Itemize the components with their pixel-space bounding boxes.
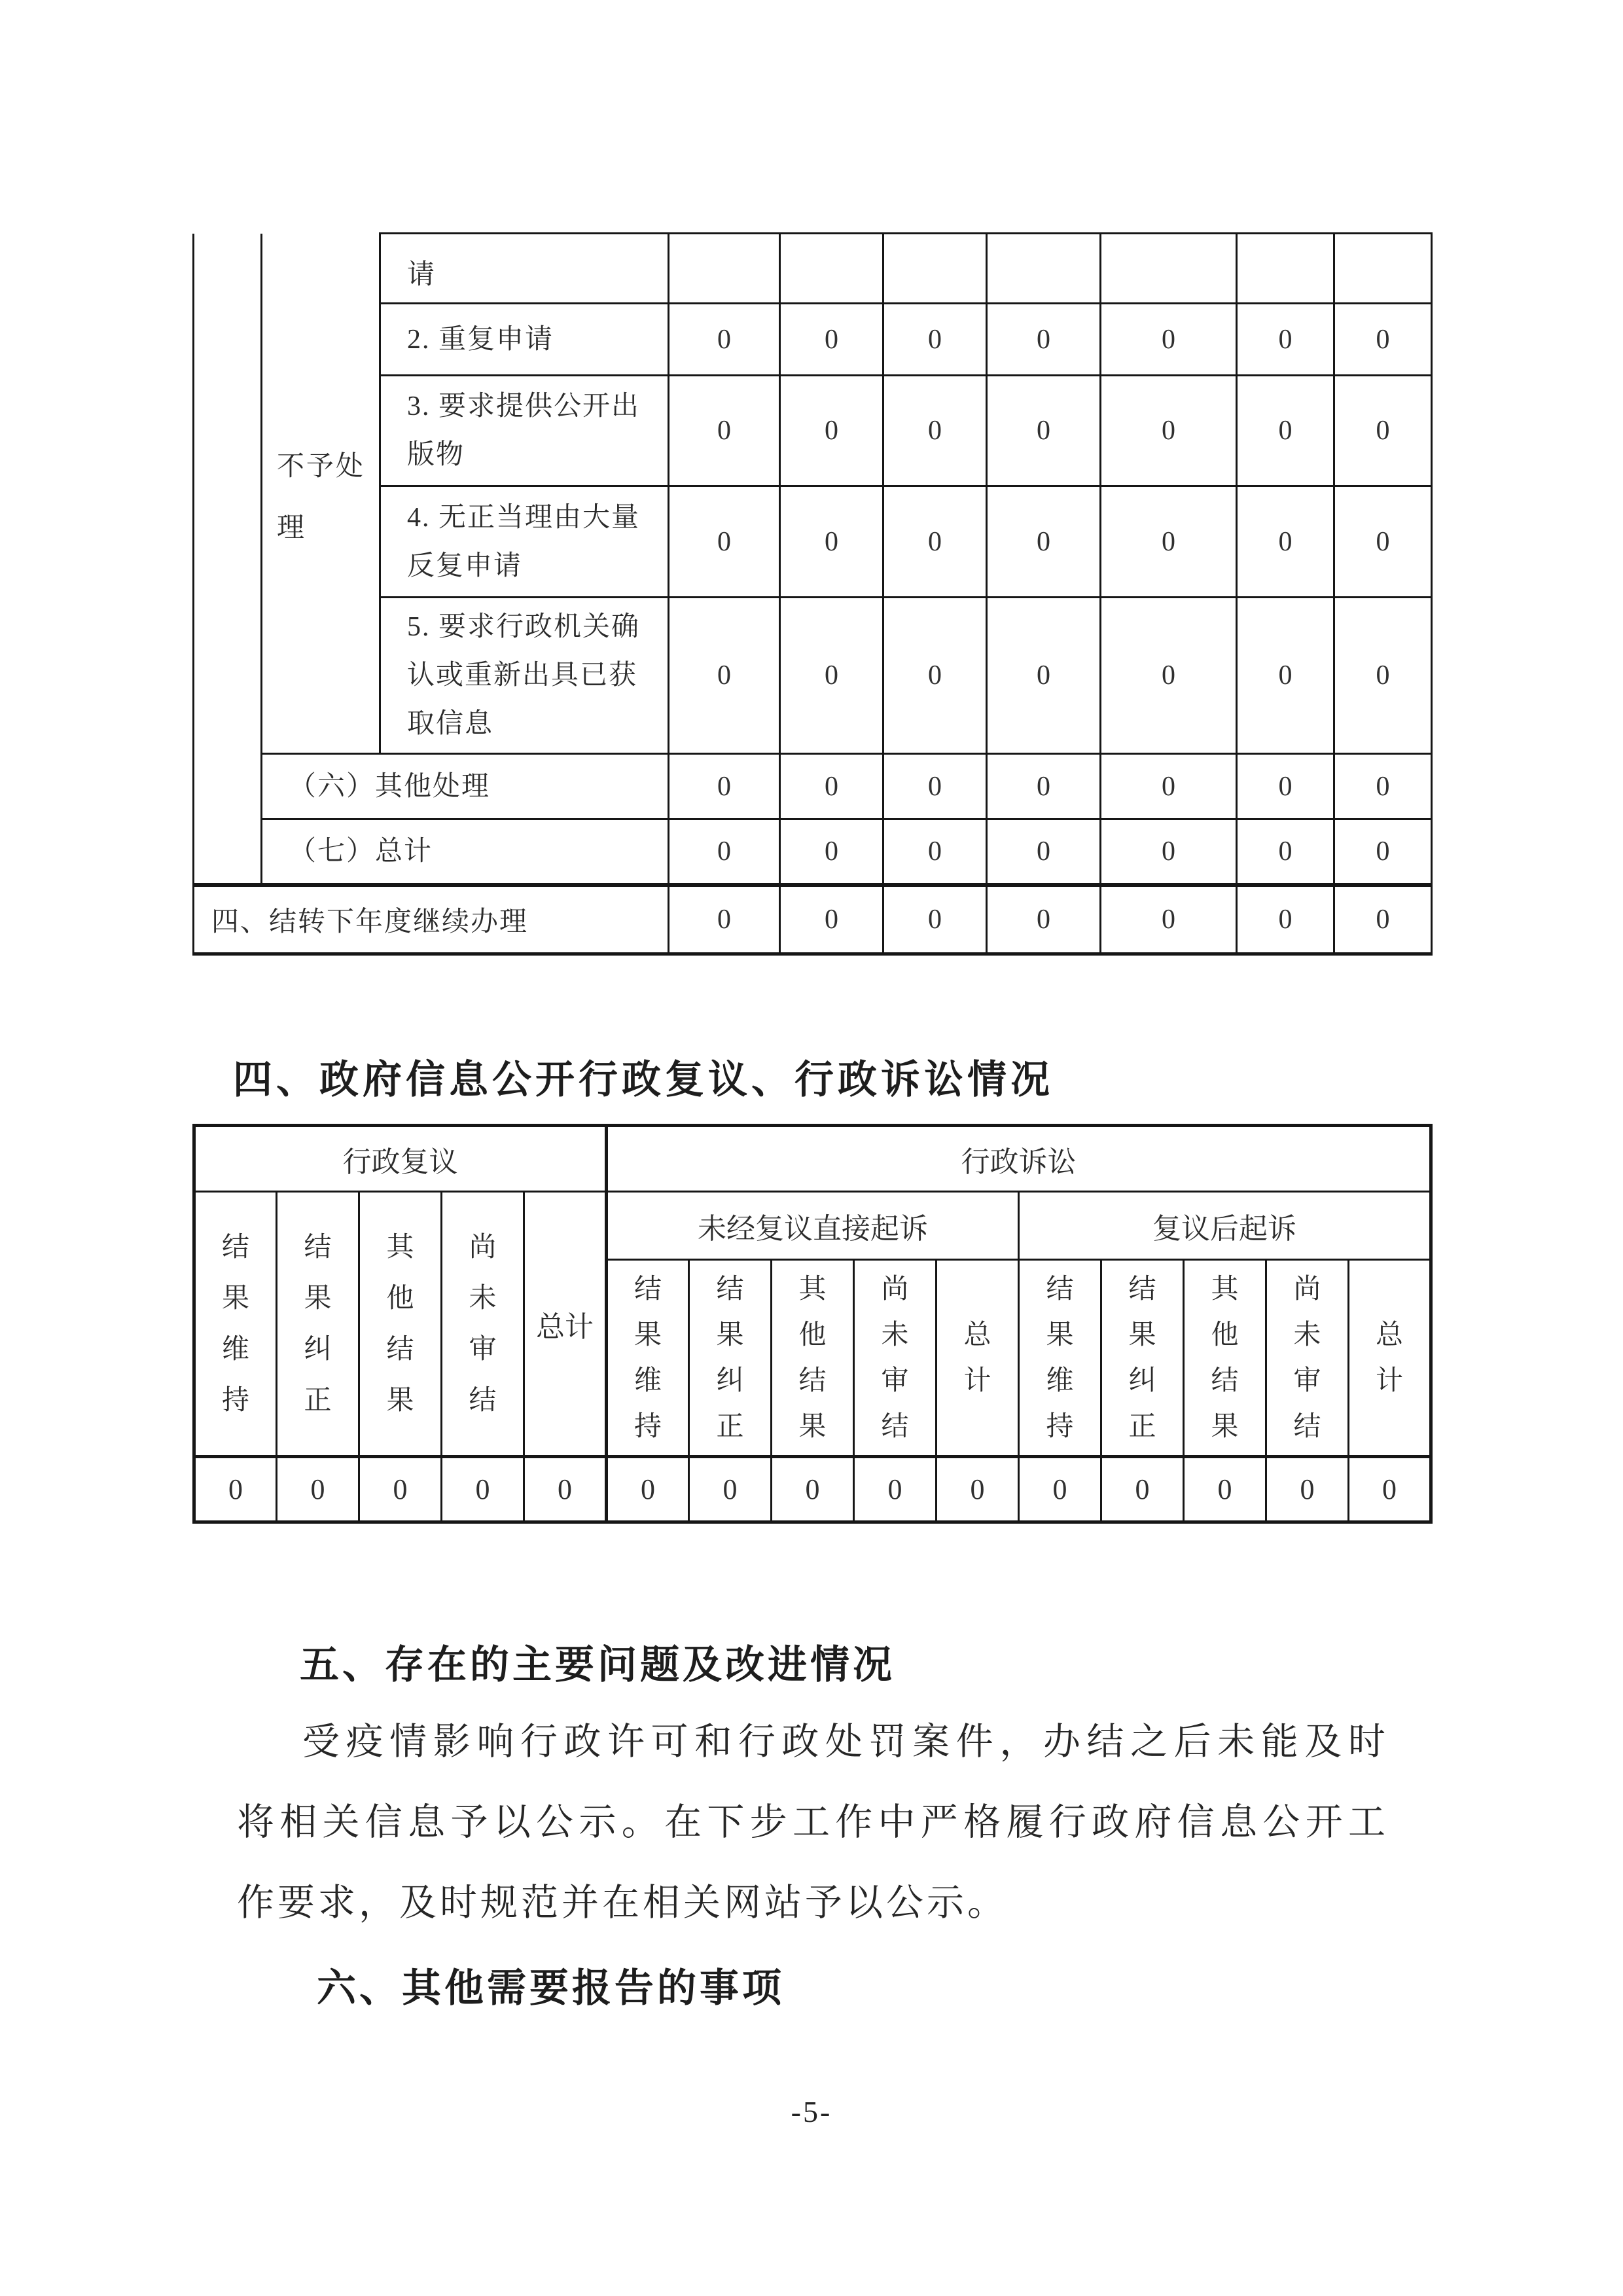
after-review-suit-header-cell: 复议后起诉 <box>1019 1192 1431 1260</box>
row-label-cell: 3. 要求提供公开出版物 <box>380 376 669 486</box>
value-cell: 0 <box>780 376 883 486</box>
paragraph-line: 将相关信息予以公示。在下步工作中严格履行政府信息公开工 <box>237 1802 1386 1843</box>
value-cell: 0 <box>1334 885 1432 954</box>
value-cell: 0 <box>1101 754 1237 819</box>
result-header-label: 尚未审结 <box>881 1274 909 1442</box>
section-six-heading: 六、其他需要报告的事项 <box>317 1966 785 2010</box>
value-cell <box>1237 234 1334 304</box>
result-header-label: 其他结果 <box>798 1274 827 1442</box>
value-cell: 0 <box>987 754 1101 819</box>
value-cell: 0 <box>359 1457 442 1522</box>
value-cell: 0 <box>1349 1457 1431 1522</box>
result-header-label: 其他结果 <box>386 1232 414 1416</box>
value-cell: 0 <box>780 304 883 376</box>
value-cell: 0 <box>780 486 883 598</box>
spacer-cell <box>194 234 262 885</box>
value-cell: 0 <box>669 304 780 376</box>
value-cell: 0 <box>883 754 987 819</box>
result-header-cell <box>442 1192 524 1457</box>
value-cell: 0 <box>883 376 987 486</box>
value-cell: 0 <box>987 598 1101 754</box>
table-row <box>194 754 1432 819</box>
row-label-cell: 请 <box>380 234 669 304</box>
result-header-cell <box>689 1260 772 1457</box>
value-cell: 0 <box>1019 1457 1101 1522</box>
result-header-cell <box>772 1260 854 1457</box>
result-header-label: 结果纠正 <box>716 1274 744 1442</box>
side-label-cell: 不予处理 <box>262 234 380 754</box>
result-header-label: 结果纠正 <box>304 1232 332 1416</box>
value-cell: 0 <box>1101 376 1237 486</box>
value-cell: 0 <box>1237 819 1334 885</box>
row-label-cell: （六）其他处理 <box>262 754 669 819</box>
table-row <box>194 819 1432 885</box>
value-cell: 0 <box>1237 304 1334 376</box>
page-number: -5- <box>791 2095 832 2128</box>
result-header-cell <box>1019 1260 1101 1457</box>
result-header-label: 结果维持 <box>1046 1274 1074 1442</box>
value-cell: 0 <box>987 819 1101 885</box>
value-cell: 0 <box>1334 486 1432 598</box>
value-cell: 0 <box>987 885 1101 954</box>
value-cell: 0 <box>669 754 780 819</box>
result-header-cell <box>277 1192 359 1457</box>
value-cell: 0 <box>883 304 987 376</box>
value-cell: 0 <box>442 1457 524 1522</box>
paragraph-line: 作要求，及时规范并在相关网站予以公示。 <box>237 1882 1008 1924</box>
value-cell: 0 <box>936 1457 1019 1522</box>
result-header-label: 总计 <box>1376 1319 1404 1396</box>
value-cell: 0 <box>883 598 987 754</box>
value-cell: 0 <box>607 1457 689 1522</box>
section-four-heading: 四、政府信息公开行政复议、行政诉讼情况 <box>233 1058 1054 1102</box>
value-cell: 0 <box>669 819 780 885</box>
value-cell: 0 <box>1101 304 1237 376</box>
value-cell: 0 <box>277 1457 359 1522</box>
result-header-cell <box>1101 1260 1184 1457</box>
value-cell: 0 <box>689 1457 772 1522</box>
value-cell: 0 <box>1101 1457 1184 1522</box>
result-header-label: 尚未审结 <box>469 1232 497 1416</box>
result-header-cell <box>359 1192 442 1457</box>
value-cell: 0 <box>1334 819 1432 885</box>
table-row <box>194 234 1432 304</box>
row-label-cell: （七）总计 <box>262 819 669 885</box>
value-cell: 0 <box>669 486 780 598</box>
section-five-heading: 五、存在的主要问题及改进情况 <box>300 1643 895 1687</box>
value-cell: 0 <box>1101 819 1237 885</box>
table-row <box>194 1126 1431 1192</box>
application-handling-table <box>192 232 1433 956</box>
table-row <box>194 1457 1431 1522</box>
result-header-cell <box>194 1192 277 1457</box>
value-cell: 0 <box>1237 376 1334 486</box>
value-cell: 0 <box>194 1457 277 1522</box>
value-cell <box>883 234 987 304</box>
value-cell: 0 <box>883 486 987 598</box>
value-cell <box>780 234 883 304</box>
row-label-cell: 4. 无正当理由大量反复申请 <box>380 486 669 598</box>
value-cell: 0 <box>987 486 1101 598</box>
value-cell <box>1101 234 1237 304</box>
result-header-label: 尚未审结 <box>1293 1274 1321 1442</box>
result-header-cell <box>607 1260 689 1457</box>
result-header-cell <box>854 1260 936 1457</box>
value-cell: 0 <box>987 304 1101 376</box>
value-cell: 0 <box>780 819 883 885</box>
value-cell: 0 <box>1237 598 1334 754</box>
section-five-paragraph <box>237 1702 1386 1943</box>
litigation-header-cell: 行政诉讼 <box>607 1126 1431 1192</box>
value-cell <box>669 234 780 304</box>
value-cell: 0 <box>1266 1457 1349 1522</box>
value-cell: 0 <box>1237 885 1334 954</box>
total-header-cell <box>1349 1260 1431 1457</box>
result-header-cell <box>1184 1260 1266 1457</box>
value-cell: 0 <box>780 598 883 754</box>
value-cell: 0 <box>1334 598 1432 754</box>
result-header-label: 结果维持 <box>634 1274 662 1442</box>
result-header-label: 其他结果 <box>1211 1274 1239 1442</box>
result-header-label: 结果维持 <box>221 1232 249 1416</box>
total-header-cell <box>936 1260 1019 1457</box>
value-cell: 0 <box>1184 1457 1266 1522</box>
table-row <box>194 885 1432 954</box>
result-header-label: 总计 <box>963 1319 991 1396</box>
row-label-cell: 5. 要求行政机关确认或重新出具已获取信息 <box>380 598 669 754</box>
value-cell: 0 <box>1334 754 1432 819</box>
table-row <box>194 1192 1431 1260</box>
value-cell: 0 <box>669 598 780 754</box>
result-header-cell <box>1266 1260 1349 1457</box>
value-cell: 0 <box>1237 754 1334 819</box>
row-label-cell: 2. 重复申请 <box>380 304 669 376</box>
value-cell: 0 <box>772 1457 854 1522</box>
value-cell: 0 <box>1101 598 1237 754</box>
direct-suit-header-cell: 未经复议直接起诉 <box>607 1192 1019 1260</box>
value-cell: 0 <box>780 885 883 954</box>
value-cell: 0 <box>669 376 780 486</box>
value-cell: 0 <box>1101 885 1237 954</box>
value-cell: 0 <box>1334 304 1432 376</box>
value-cell: 0 <box>1101 486 1237 598</box>
value-cell: 0 <box>883 819 987 885</box>
value-cell: 0 <box>1334 376 1432 486</box>
result-header-label: 结果纠正 <box>1128 1274 1156 1442</box>
value-cell: 0 <box>883 885 987 954</box>
value-cell <box>987 234 1101 304</box>
value-cell: 0 <box>524 1457 607 1522</box>
value-cell: 0 <box>669 885 780 954</box>
paragraph-line: 受疫情影响行政许可和行政处罚案件，办结之后未能及时 <box>302 1721 1386 1763</box>
value-cell <box>1334 234 1432 304</box>
value-cell: 0 <box>987 376 1101 486</box>
value-cell: 0 <box>1237 486 1334 598</box>
review-litigation-table <box>192 1124 1433 1524</box>
row-label-cell: 四、结转下年度继续办理 <box>194 885 669 954</box>
value-cell: 0 <box>854 1457 936 1522</box>
total-header-cell: 总计 <box>524 1192 607 1457</box>
value-cell: 0 <box>780 754 883 819</box>
review-header-cell: 行政复议 <box>194 1126 607 1192</box>
